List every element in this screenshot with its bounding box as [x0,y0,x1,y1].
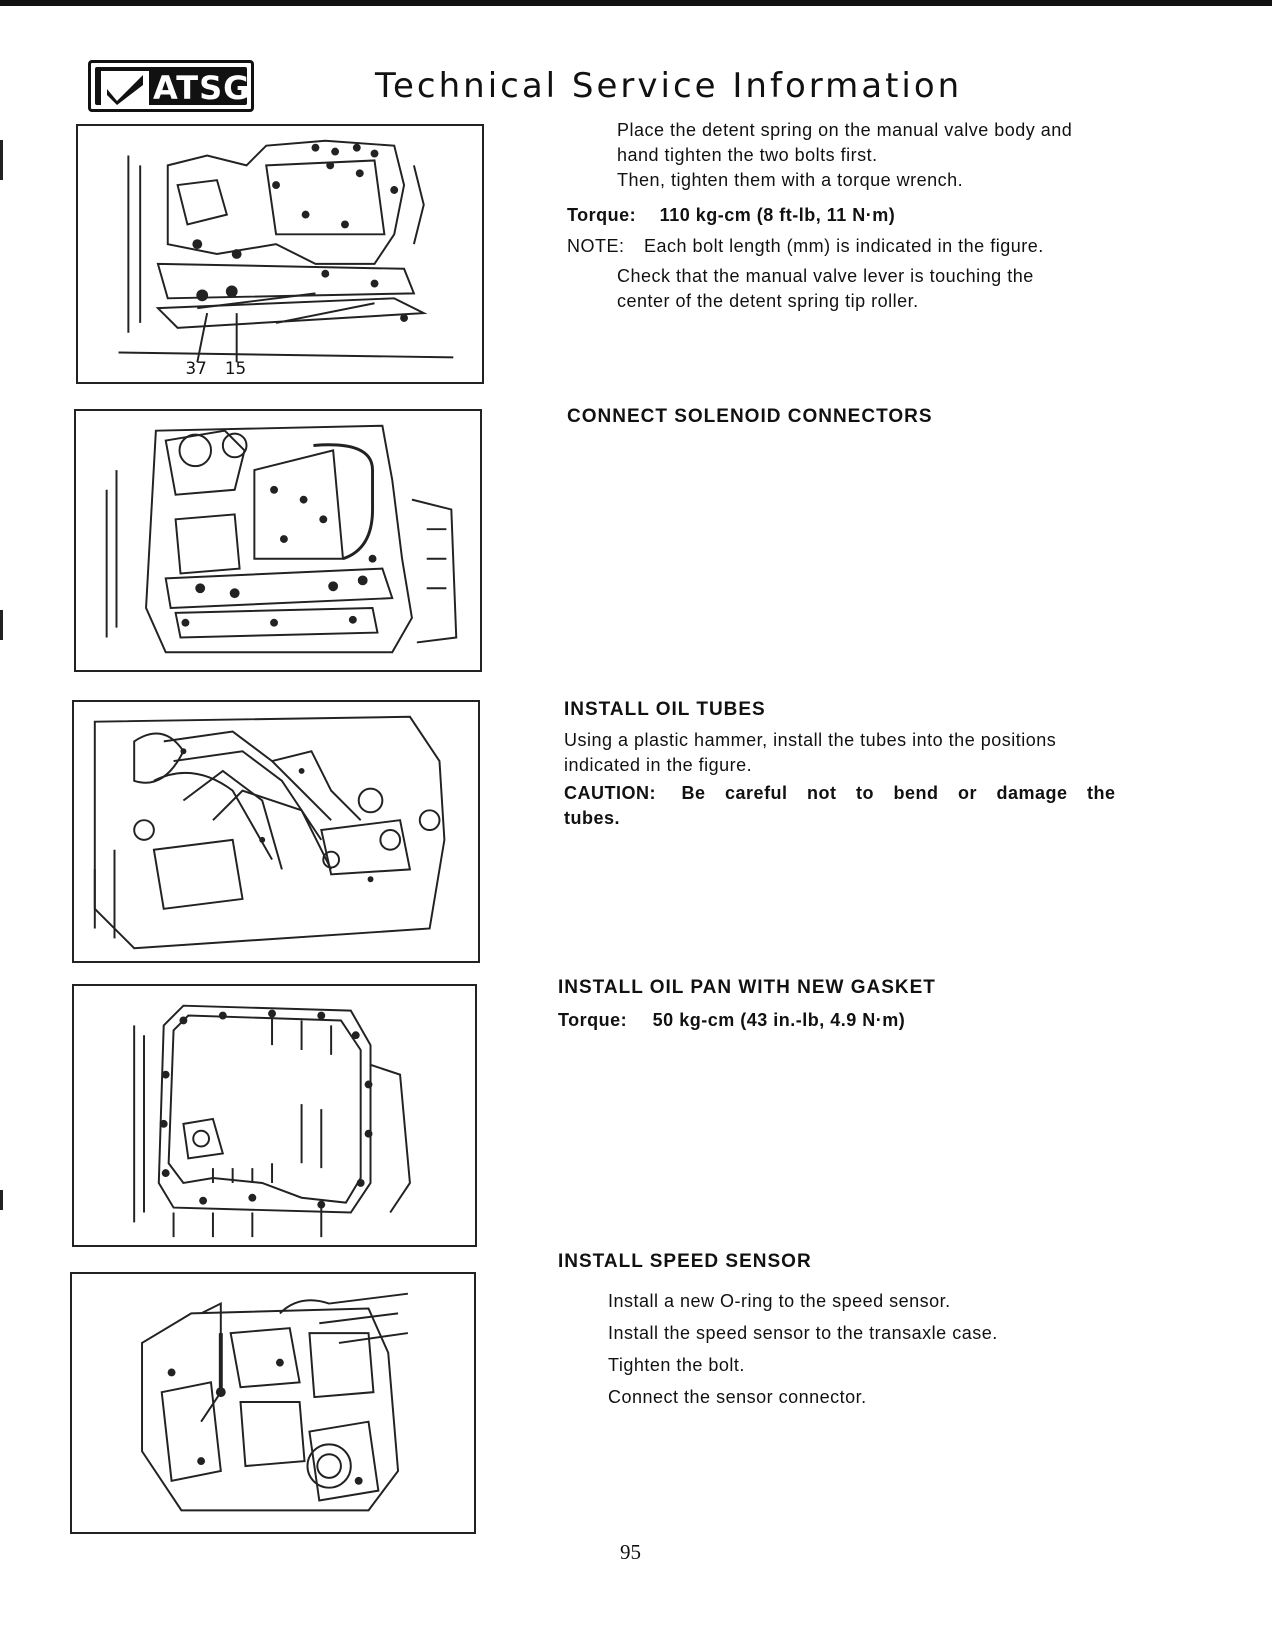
oil-tubes-caution [564,781,1164,831]
step-item: Tighten the bolt. [608,1355,745,1375]
note-text: Each bolt length (mm) is indicated in the figure. [644,236,1044,256]
step-item: Install the speed sensor to the transaxle case. [608,1323,998,1343]
section-heading-speed-sensor: INSTALL SPEED SENSOR [558,1251,812,1272]
figure-solenoid-connectors [74,409,482,672]
figure-speed-sensor [70,1272,476,1534]
scan-edge-mark [0,140,3,180]
detent-instructions [617,118,1157,193]
section-heading-solenoid: CONNECT SOLENOID CONNECTORS [567,406,933,427]
figure-detent-spring [76,124,484,384]
instruction-line: indicated in the figure. [564,755,753,775]
instruction-line: hand tighten the two bolts first. [617,145,878,165]
speed-sensor-drawing [72,1274,474,1532]
speed-sensor-steps [608,1285,1168,1413]
step-item: Connect the sensor connector. [608,1387,867,1407]
caution-text: Be careful not to bend or damage the [681,783,1116,803]
instruction-line: Then, tighten them with a torque wrench. [617,170,964,190]
page-title: Technical Service Information [375,66,963,106]
scan-edge-mark [0,1190,3,1210]
caution-text: tubes. [564,808,621,828]
section-heading-oil-pan: INSTALL OIL PAN WITH NEW GASKET [558,977,936,998]
oil-pan-torque [558,1008,1158,1033]
torque-value: 50 kg-cm (43 in.-lb, 4.9 N·m) [652,1010,906,1030]
figure-oil-pan [72,984,477,1247]
oil-tubes-instructions [564,728,1164,778]
step-item: Install a new O-ring to the speed sensor. [608,1291,951,1311]
note-label: NOTE: [567,236,625,256]
logo-text: ATSG [153,69,251,107]
instruction-line: Place the detent spring on the manual valve body and [617,120,1073,140]
bolt-length-label: 37 [185,358,207,379]
checkmark-icon [101,71,149,107]
page-number: 95 [620,1540,641,1564]
solenoid-drawing [76,411,480,670]
figure-oil-tubes [72,700,480,963]
valve-body-drawing [78,126,482,382]
oil-pan-drawing [74,986,475,1245]
instruction-line: Using a plastic hammer, install the tubes into the positions [564,730,1057,750]
check-line: center of the detent spring tip roller. [617,291,919,311]
torque-value: 110 kg-cm (8 ft-lb, 11 N·m) [659,205,896,225]
oil-tubes-drawing [74,702,478,961]
torque-label: Torque: [567,205,637,225]
detent-note [567,234,1167,259]
detent-torque [567,203,1167,228]
section-heading-oil-tubes: INSTALL OIL TUBES [564,699,766,720]
scan-edge-mark [0,610,3,640]
top-border [0,0,1272,6]
bolt-length-label: 15 [224,358,247,379]
check-line: Check that the manual valve lever is touching the [617,266,1034,286]
torque-label: Torque: [558,1010,628,1030]
caution-label: CAUTION: [564,783,656,803]
detent-check [617,264,1157,314]
atsg-logo [88,60,254,112]
